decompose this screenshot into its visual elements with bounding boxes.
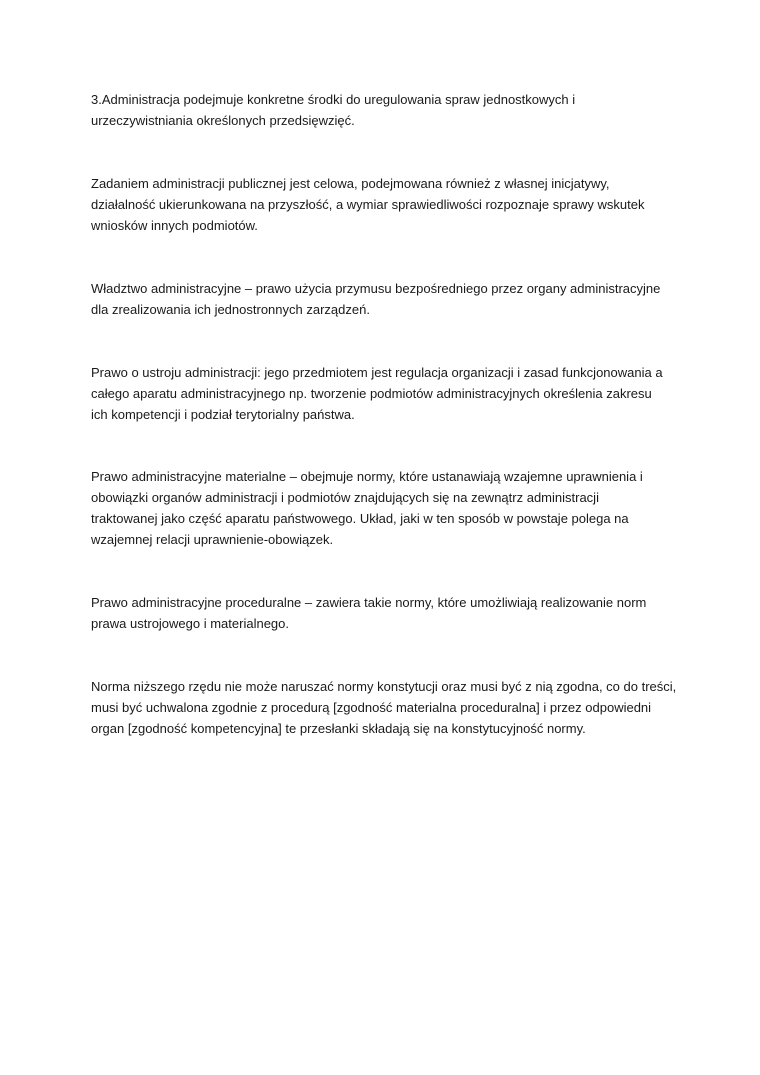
text-line: dla zrealizowania ich jednostronnych zarządzeń. (91, 302, 370, 317)
text-line: Zadaniem administracji publicznej jest celowa, podejmowana również z własnej inicjatywy, (91, 176, 610, 191)
paragraph-administrative-authority (91, 278, 671, 320)
paragraph-administrative-structure-law (91, 362, 671, 425)
text-line: Władztwo administracyjne – prawo użycia przymusu bezpośredniego przez organy administracyjne (91, 281, 661, 296)
text-line: wzajemnej relacji uprawnienie-obowiązek. (91, 532, 334, 547)
paragraph-substantive-administrative-law (91, 466, 671, 550)
text-line: ich kompetencji i podział terytorialny państwa. (91, 407, 355, 422)
paragraph-public-administration-task (91, 173, 671, 236)
text-line: działalność ukierunkowana na przyszłość, a wymiar sprawiedliwości rozpoznaje sprawy wskutek (91, 197, 645, 212)
text-line: 3.Administracja podejmuje konkretne środki do uregulowania spraw jednostkowych i (91, 92, 576, 107)
text-line: urzeczywistniania określonych przedsięwzięć. (91, 113, 355, 128)
text-line: traktowanej jako część aparatu państwowego. Układ, jaki w ten sposób w powstaje polega na (91, 511, 629, 526)
text-line: obowiązki organów administracji i podmiotów znajdujących się na zewnątrz administracji (91, 490, 599, 505)
text-line: Prawo administracyjne materialne – obejmuje normy, które ustanawiają wzajemne uprawnienia i (91, 469, 643, 484)
paragraph-lower-norm-constitutionality (91, 676, 677, 739)
text-line: Norma niższego rzędu nie może naruszać normy konstytucji oraz musi być z nią zgodna, co do treści, (91, 679, 677, 694)
paragraph-administration-measures (91, 89, 671, 131)
text-line: Prawo o ustroju administracji: jego przedmiotem jest regulacja organizacji i zasad funkcjonowania a (91, 365, 663, 380)
text-line: całego aparatu administracyjnego np. tworzenie podmiotów administracyjnych określenia zakresu (91, 386, 652, 401)
text-line: organ [zgodność kompetencyjna] te przesłanki składają się na konstytucyjność normy. (91, 721, 586, 736)
text-line: prawa ustrojowego i materialnego. (91, 616, 289, 631)
paragraph-procedural-administrative-law (91, 592, 671, 634)
text-line: Prawo administracyjne proceduralne – zawiera takie normy, które umożliwiają realizowanie norm (91, 595, 647, 610)
text-line: musi być uchwalona zgodnie z procedurą [zgodność materialna proceduralna] i przez odpowiedni (91, 700, 652, 715)
text-line: wniosków innych podmiotów. (91, 218, 258, 233)
